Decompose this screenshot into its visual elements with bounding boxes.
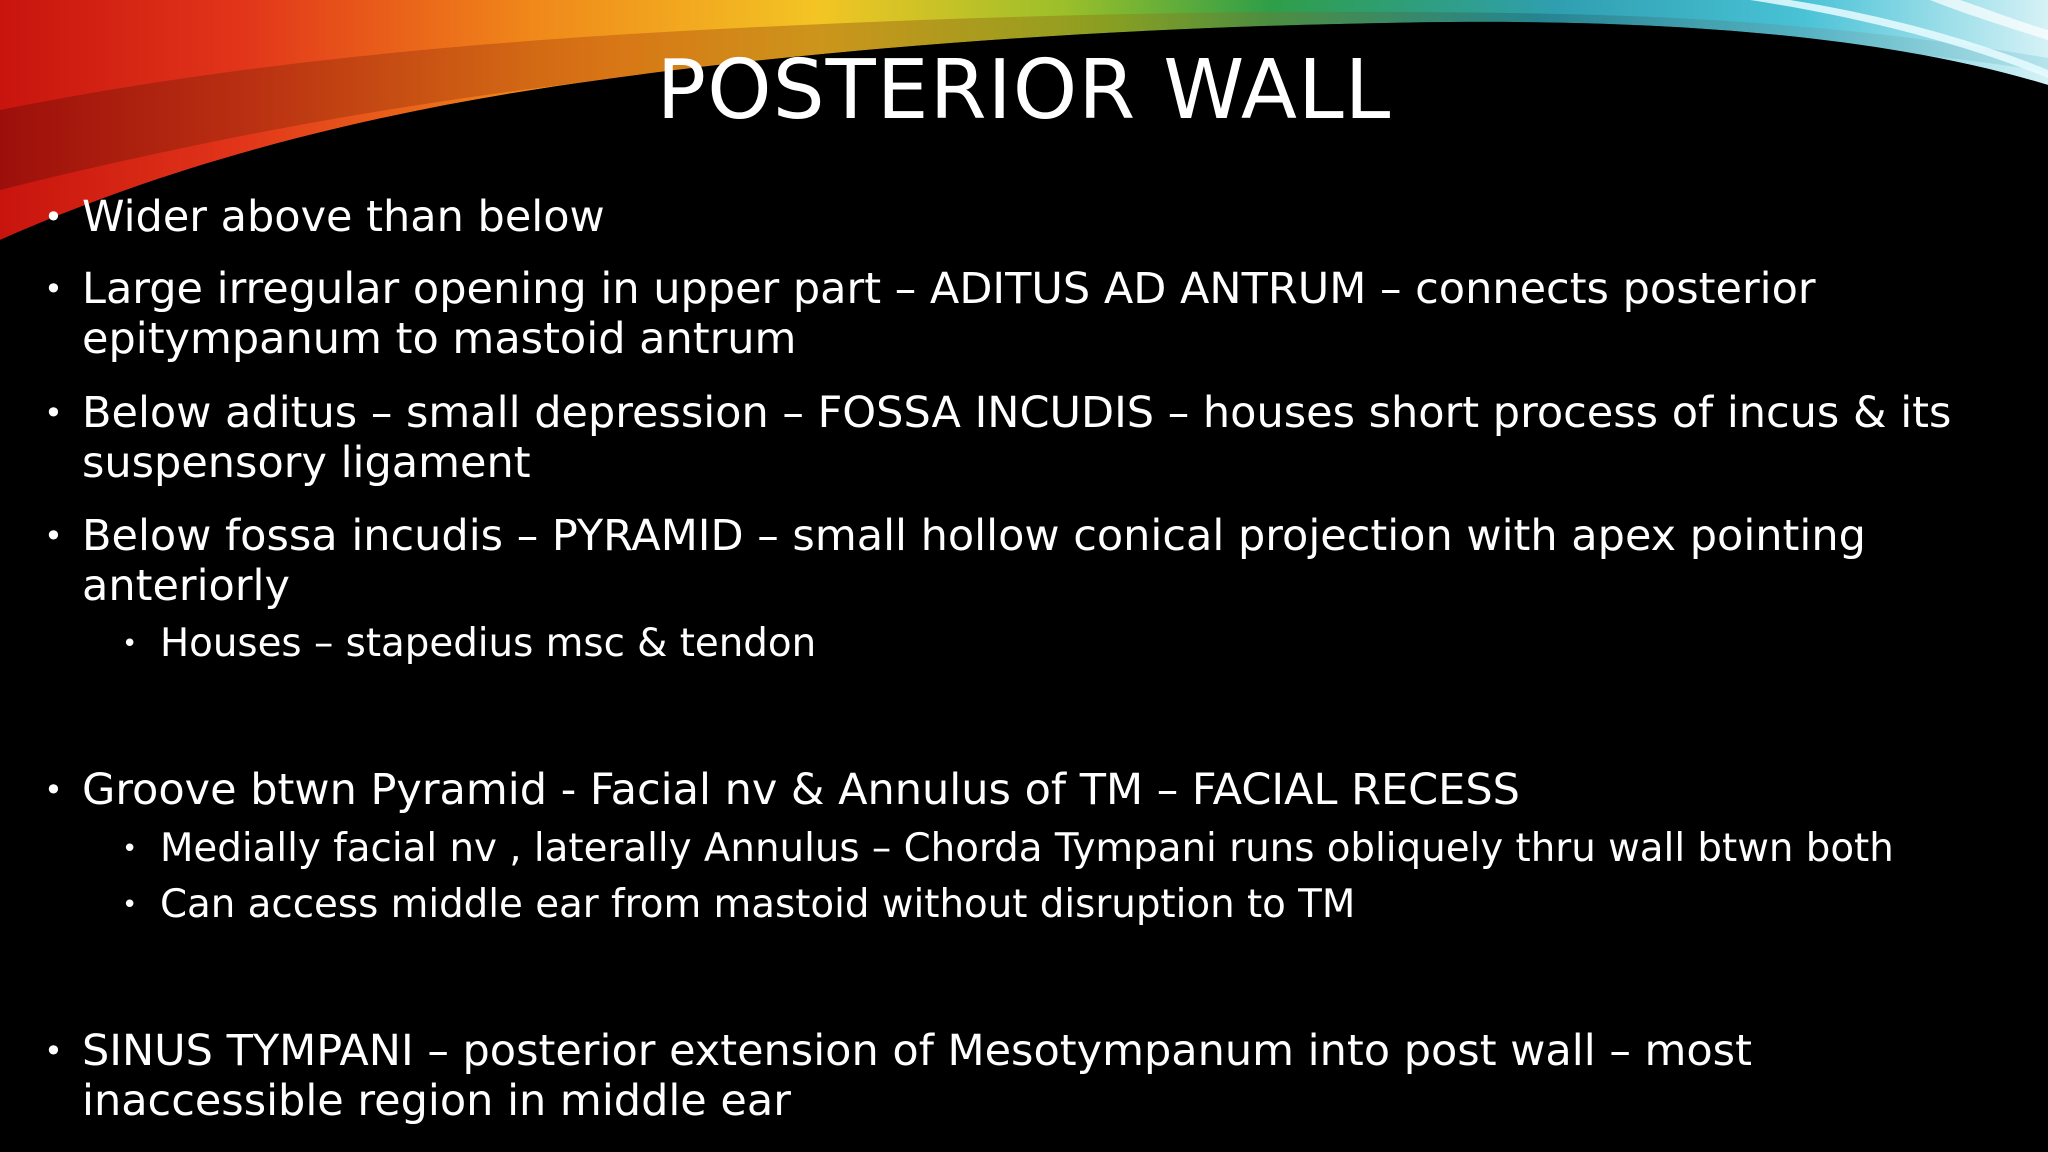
bullet-item: [44, 1026, 2024, 1126]
bullet-text-continued: epitympanum to mastoid antrum: [82, 314, 797, 364]
sub-bullet-marker: •: [122, 890, 138, 920]
sub-bullet-text: Houses – stapedius msc & tendon: [160, 621, 817, 666]
sub-bullet-text: Medially facial nv , laterally Annulus – Chorda Tympani runs obliquely thru wall btwn both: [160, 826, 1894, 871]
bullet-marker: •: [44, 198, 63, 236]
bullet-text-continued: suspensory ligament: [82, 438, 531, 488]
bullet-text: SINUS TYMPANI – posterior extension of Mesotympanum into post wall – most: [82, 1026, 1752, 1076]
bullet-text: Wider above than below: [82, 192, 605, 242]
sub-bullet-marker: •: [122, 834, 138, 864]
bullet-marker: •: [44, 394, 63, 432]
bullet-text: Groove btwn Pyramid - Facial nv & Annulus of TM – FACIAL RECESS: [82, 765, 1520, 815]
bullet-text: Large irregular opening in upper part – ADITUS AD ANTRUM – connects posterior: [82, 264, 1816, 314]
bullet-text: Below fossa incudis – PYRAMID – small hollow conical projection with apex pointing: [82, 511, 1866, 561]
sub-bullet-item: [122, 620, 2022, 668]
bullet-item: [44, 192, 2024, 242]
sub-bullet-marker: •: [122, 629, 138, 659]
slide-title: POSTERIOR WALL: [656, 43, 1392, 138]
bullet-text-continued: inaccessible region in middle ear: [82, 1076, 791, 1126]
sub-bullet-item: [122, 881, 2022, 929]
sub-bullet-item: [122, 825, 2022, 873]
bullet-item: [44, 511, 2024, 611]
bullet-marker: •: [44, 270, 63, 308]
bullet-marker: •: [44, 1032, 63, 1070]
bullet-text: Below aditus – small depression – FOSSA INCUDIS – houses short process of incus & its: [82, 388, 1952, 438]
bullet-marker: •: [44, 517, 63, 555]
bullet-text-continued: anteriorly: [82, 561, 290, 611]
bullet-item: [44, 765, 2024, 815]
sub-bullet-text: Can access middle ear from mastoid without disruption to TM: [160, 882, 1356, 927]
bullet-item: [44, 388, 2024, 488]
bullet-item: [44, 264, 2024, 364]
bullet-marker: •: [44, 771, 63, 809]
